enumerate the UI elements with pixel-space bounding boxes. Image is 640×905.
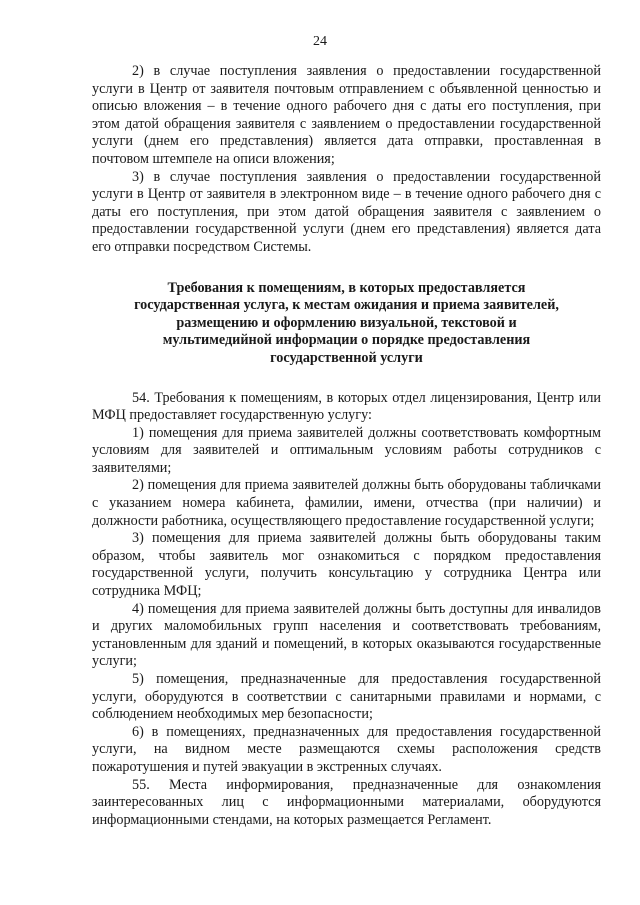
paragraph-54-item-4: 4) помещения для приема заявителей должны быть доступны для инвалидов и других маломобильных групп населения и соответствовать требованиям, установленным для зданий и помещений, в которых оказываются государственные услуги;	[92, 600, 601, 670]
paragraph-54-item-3: 3) помещения для приема заявителей должны быть оборудованы таким образом, чтобы заявитель мог ознакомиться с порядком предоставления государственной услуги, получить консультацию у сотрудника Центра или сотрудника МФЦ;	[92, 530, 601, 600]
paragraph-54-item-2: 2) помещения для приема заявителей должны быть оборудованы табличками с указанием номера кабинета, фамилии, имени, отчества (при наличии) и должности работника, осуществляющего предоставление государственной услуги;	[92, 477, 601, 529]
paragraph-54: 54. Требования к помещениям, в которых отдел лицензирования, Центр или МФЦ предоставляет государственную услугу:	[92, 389, 601, 424]
paragraph-55: 55. Места информирования, предназначенные для ознакомления заинтересованных лиц с информационными материалами, оборудуются информационными стендами, на которых размещается Регламент.	[92, 776, 601, 828]
paragraph-54-item-5: 5) помещения, предназначенные для предоставления государственной услуги, оборудуются в соответствии с санитарными правилами и нормами, с соблюдением необходимых мер безопасности;	[92, 671, 601, 723]
paragraph-54-item-6: 6) в помещениях, предназначенных для предоставления государственной услуги, на видном месте размещаются схемы расположения средств пожаротушения и путей эвакуации в экстренных случаях.	[92, 723, 601, 775]
paragraph-item-3: 3) в случае поступления заявления о предоставлении государственной услуги в Центр от заявителя в электронном виде – в течение одного рабочего дня с даты его поступления, при этом датой обращения заявителя с заявлением о предоставлении государственной услуги (днем его представления) является дата его отправки посредством Системы.	[92, 168, 601, 255]
paragraph-item-2: 2) в случае поступления заявления о предоставлении государственной услуги в Центр от заявителя почтовым отправлением с объявленной ценностью и описью вложения – в течение одного рабочего дня с даты его поступления, при этом датой обращения заявителя с заявлением о предоставлении государственной услуги (днем его представления) является дата отправки, проставленная в почтовом штемпеле на описи вложения;	[92, 63, 601, 167]
document-body	[92, 63, 601, 829]
paragraph-54-item-1: 1) помещения для приема заявителей должны соответствовать комфортным условиям для заявителей и оптимальным условиям работы сотрудников с заявителями;	[92, 424, 601, 476]
page-number: 24	[313, 34, 327, 49]
section-heading: Требования к помещениям, в которых предоставляется государственная услуга, к местам ожидания и приема заявителей, размещению и оформлению визуальной, текстовой и мультимедийной информации о порядке предоставления государственной услуги	[134, 279, 559, 366]
